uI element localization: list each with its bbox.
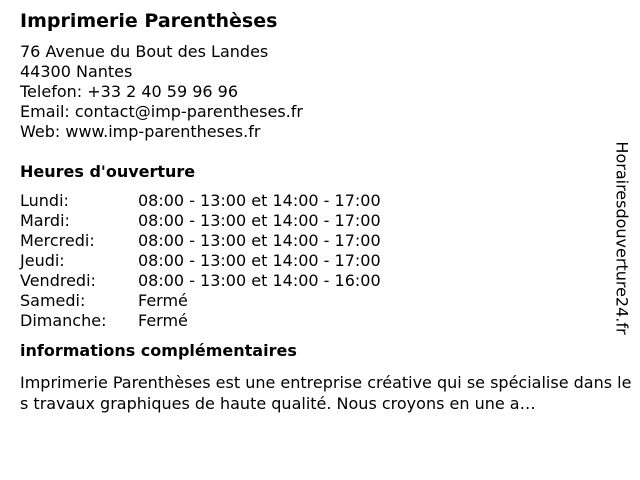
hours-row (20, 211, 381, 231)
hours-row (20, 311, 381, 331)
business-card (20, 8, 632, 414)
day-hours: 08:00 - 13:00 et 14:00 - 17:00 (138, 231, 381, 250)
hours-row (20, 231, 381, 251)
day-label: Dimanche: (20, 311, 107, 330)
phone-line: Telefon: +33 2 40 59 96 96 (20, 82, 239, 101)
day-hours: 08:00 - 13:00 et 14:00 - 17:00 (138, 191, 381, 210)
day-hours: Fermé (138, 291, 188, 310)
website-line: Web: www.imp-parentheses.fr (20, 122, 261, 141)
day-hours: 08:00 - 13:00 et 14:00 - 16:00 (138, 271, 381, 290)
day-hours: 08:00 - 13:00 et 14:00 - 17:00 (138, 251, 381, 270)
day-label: Samedi: (20, 291, 86, 310)
day-hours: 08:00 - 13:00 et 14:00 - 17:00 (138, 211, 381, 230)
hours-row (20, 191, 381, 211)
additional-info-heading: informations complémentaires (20, 341, 297, 360)
opening-hours-table (20, 191, 381, 331)
additional-info-text: Imprimerie Parenthèses est une entreprise créative qui se spécialise dans les travaux graphiques de haute qualité. Nous croyons en une a… (20, 373, 632, 413)
address-street: 76 Avenue du Bout des Landes (20, 42, 269, 61)
day-label: Mercredi: (20, 231, 95, 250)
day-hours: Fermé (138, 311, 188, 330)
opening-hours-heading: Heures d'ouverture (20, 162, 196, 181)
day-label: Lundi: (20, 191, 69, 210)
business-name: Imprimerie Parenthèses (20, 10, 278, 32)
day-label: Vendredi: (20, 271, 96, 290)
site-watermark: Horairesdouverture24.fr (612, 141, 632, 335)
day-label: Jeudi: (20, 251, 65, 270)
email-line: Email: contact@imp-parentheses.fr (20, 102, 303, 121)
hours-row (20, 291, 381, 311)
address-city: 44300 Nantes (20, 62, 133, 81)
day-label: Mardi: (20, 211, 70, 230)
address-block (20, 42, 632, 142)
hours-row (20, 251, 381, 271)
hours-row (20, 271, 381, 291)
